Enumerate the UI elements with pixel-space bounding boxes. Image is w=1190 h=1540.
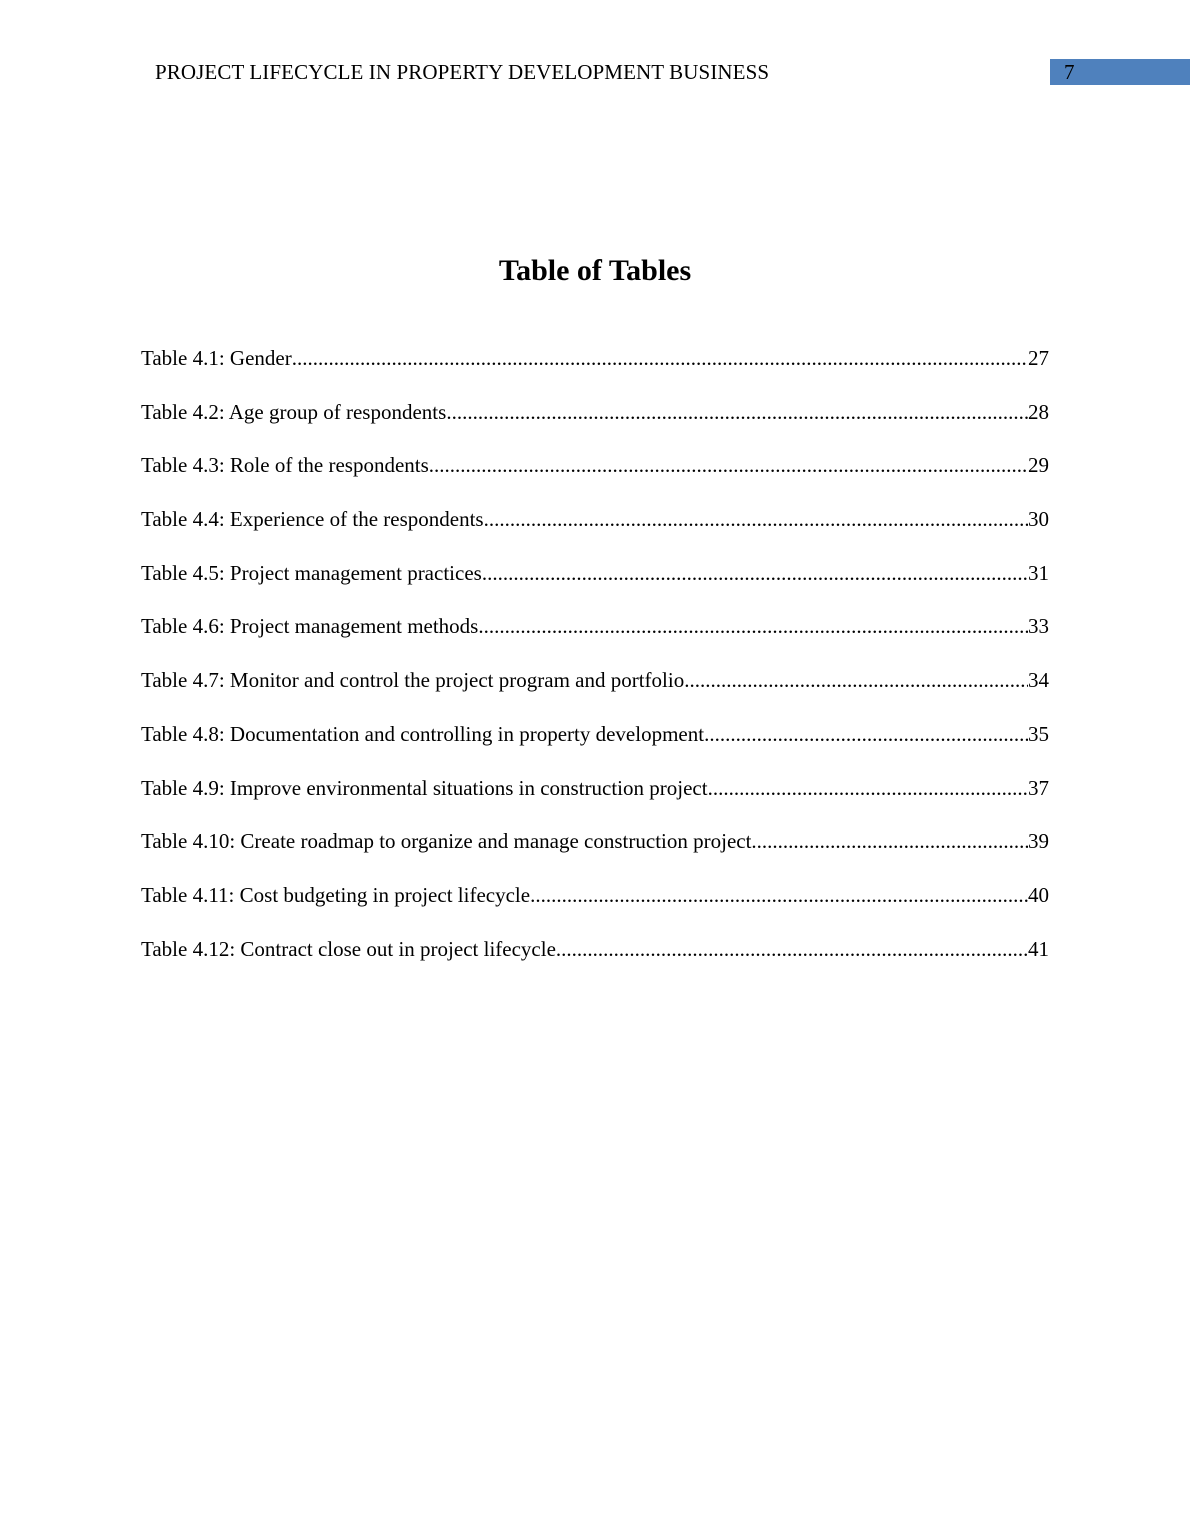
toc-entry-page: 41 xyxy=(1028,936,1049,961)
toc-leader-dots xyxy=(292,342,1028,374)
toc-leader-dots xyxy=(684,664,1028,696)
toc-entry-page: 35 xyxy=(1028,721,1049,746)
toc-entry-label: Table 4.2: Age group of respondents xyxy=(141,399,447,424)
toc-entry-page: 34 xyxy=(1028,668,1049,693)
toc-entry[interactable] xyxy=(141,610,1049,664)
toc-leader-dots xyxy=(708,772,1028,804)
toc-entry-page: 33 xyxy=(1028,614,1049,639)
toc-entry[interactable] xyxy=(141,879,1049,933)
toc-entry[interactable] xyxy=(141,933,1049,987)
toc-leader-dots xyxy=(556,933,1028,965)
table-of-tables-list xyxy=(141,342,1049,986)
toc-entry-label: Table 4.1: Gender xyxy=(141,346,292,370)
toc-entry-page: 28 xyxy=(1028,399,1049,424)
toc-entry-label: Table 4.5: Project management practices xyxy=(141,560,482,585)
toc-entry-label: Table 4.9: Improve environmental situations in construction project xyxy=(141,775,708,800)
toc-entry-page: 40 xyxy=(1028,882,1049,907)
toc-entry[interactable] xyxy=(141,503,1049,557)
toc-leader-dots xyxy=(429,449,1028,481)
toc-entry-label: Table 4.10: Create roadmap to organize and manage construction project xyxy=(141,829,752,854)
toc-entry-page: 27 xyxy=(1028,346,1049,370)
toc-entry-label: Table 4.8: Documentation and controlling in property development xyxy=(141,721,705,746)
toc-entry[interactable] xyxy=(141,557,1049,611)
toc-entry-page: 30 xyxy=(1028,507,1049,532)
toc-leader-dots xyxy=(482,557,1028,589)
running-header-title: PROJECT LIFECYCLE IN PROPERTY DEVELOPMENT BUSINESS xyxy=(155,60,770,84)
toc-entry[interactable] xyxy=(141,449,1049,503)
toc-leader-dots xyxy=(478,610,1028,642)
toc-entry-label: Table 4.7: Monitor and control the project program and portfolio xyxy=(141,668,685,693)
toc-entry[interactable] xyxy=(141,664,1049,718)
toc-entry-label: Table 4.11: Cost budgeting in project lifecycle xyxy=(141,882,531,907)
toc-entry-page: 29 xyxy=(1028,453,1049,478)
toc-leader-dots xyxy=(530,879,1028,911)
toc-leader-dots xyxy=(751,825,1028,857)
toc-entry-page: 31 xyxy=(1028,560,1049,585)
toc-entry[interactable] xyxy=(141,396,1049,450)
toc-leader-dots xyxy=(484,503,1028,535)
toc-entry[interactable] xyxy=(141,772,1049,826)
toc-entry-label: Table 4.6: Project management methods xyxy=(141,614,479,639)
toc-entry[interactable] xyxy=(141,342,1049,396)
toc-leader-dots xyxy=(446,396,1028,428)
toc-entry-label: Table 4.3: Role of the respondents xyxy=(141,453,429,478)
toc-entry-page: 37 xyxy=(1028,775,1049,800)
toc-entry-label: Table 4.12: Contract close out in project lifecycle xyxy=(141,936,556,961)
toc-leader-dots xyxy=(704,718,1028,750)
toc-entry-page: 39 xyxy=(1028,829,1049,854)
toc-entry[interactable] xyxy=(141,718,1049,772)
page-title: Table of Tables xyxy=(498,254,692,287)
toc-entry-label: Table 4.4: Experience of the respondents xyxy=(141,507,484,532)
page-number-tab: 7 xyxy=(1050,59,1190,85)
toc-entry[interactable] xyxy=(141,825,1049,879)
